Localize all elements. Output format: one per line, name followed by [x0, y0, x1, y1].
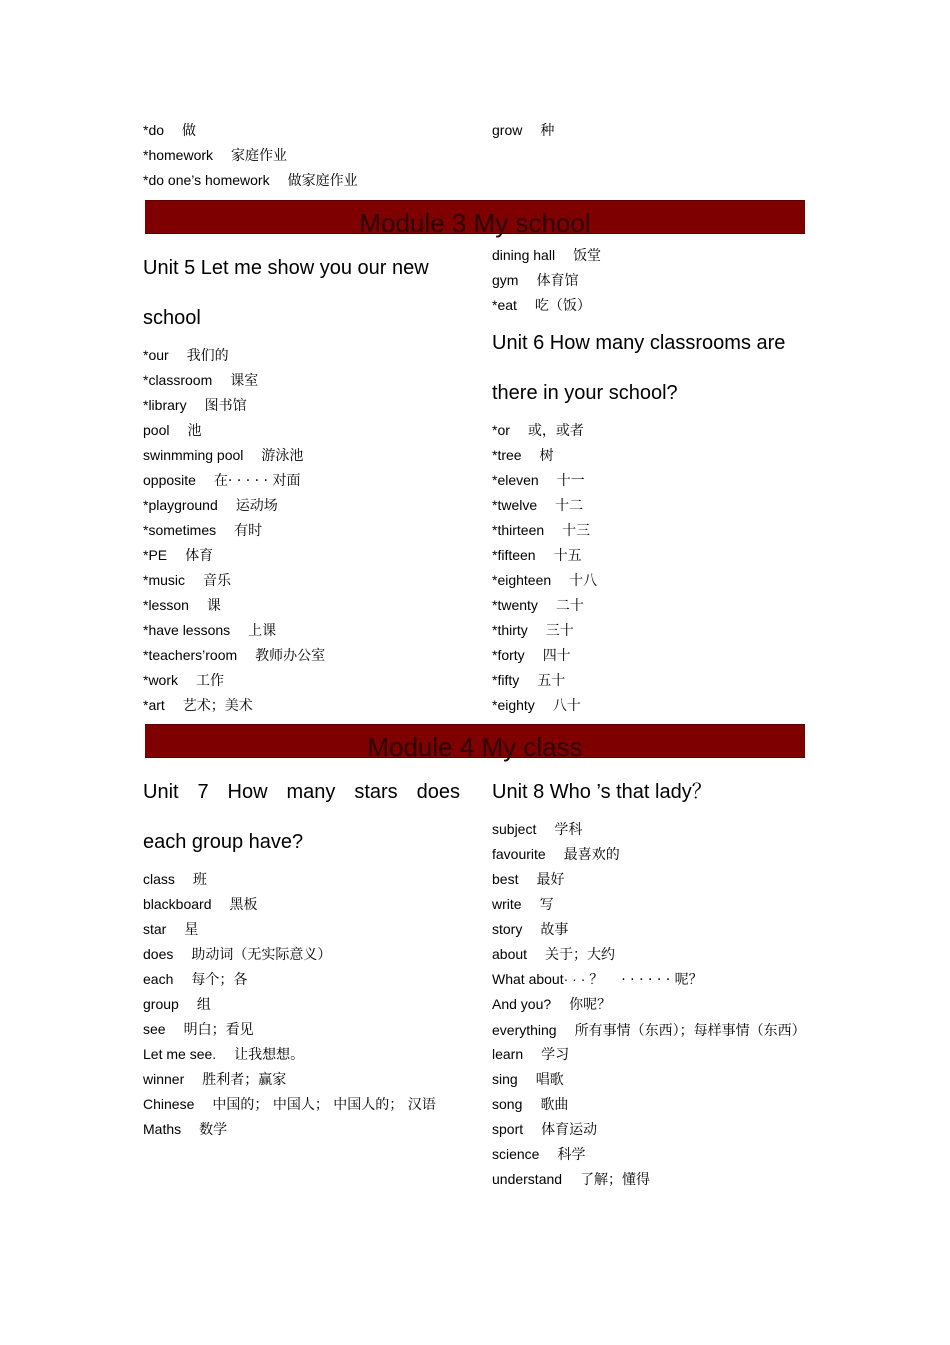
word-english: *fifty [492, 672, 520, 688]
unit-7-title-word: How [227, 781, 268, 803]
unit-5-title-line-1: Unit 5 Let me show you our new [143, 257, 429, 279]
word-english: *eleven [492, 472, 539, 488]
word-chinese: 运动场 [235, 498, 278, 514]
word-row [492, 842, 814, 867]
word-row [143, 867, 465, 892]
word-chinese: 十五 [553, 548, 582, 564]
word-chinese: 工作 [196, 673, 225, 689]
word-english: song [492, 1096, 523, 1112]
word-english: *twelve [492, 497, 538, 513]
word-chinese: 让我想想。 [234, 1047, 305, 1063]
word-english: gym [492, 272, 519, 288]
word-chinese: 或，或者 [527, 423, 584, 439]
word-english: best [492, 871, 519, 887]
word-chinese: 教师办公室 [255, 648, 326, 664]
word-row [492, 568, 814, 593]
word-chinese: 明白；看见 [183, 1022, 254, 1038]
word-chinese: 上课 [248, 623, 277, 639]
word-row [492, 268, 814, 293]
word-chinese: 写 [539, 897, 554, 913]
word-chinese: 八十 [552, 698, 581, 714]
word-chinese: 组 [196, 997, 211, 1013]
word-english: *our [143, 347, 169, 363]
word-english: class [143, 871, 175, 887]
word-row [143, 468, 465, 493]
word-chinese: 在· · · · · 对面 [213, 473, 301, 489]
word-english: *thirty [492, 622, 528, 638]
word-row [492, 618, 814, 643]
word-english: about [492, 946, 528, 962]
word-row [143, 518, 465, 543]
word-row [143, 618, 465, 643]
word-row [492, 493, 814, 518]
word-english: *work [143, 672, 179, 688]
word-chinese: 有时 [234, 523, 263, 539]
word-row [143, 917, 465, 942]
word-chinese: 十二 [555, 498, 584, 514]
word-english: does [143, 946, 174, 962]
word-english: winner [143, 1071, 185, 1087]
word-row [492, 543, 814, 568]
word-english: *PE [143, 547, 168, 563]
word-english: *art [143, 697, 165, 713]
word-row [143, 693, 465, 718]
word-row [143, 543, 465, 568]
word-english: *or [492, 422, 510, 438]
word-english: *thirteen [492, 522, 545, 538]
word-row [143, 368, 465, 393]
word-row [492, 967, 814, 992]
word-row [492, 243, 814, 268]
unit-8-title: Unit 8 Who ’s that lady？ [492, 781, 712, 803]
word-row [492, 1017, 810, 1042]
word-chinese: 四十 [542, 648, 571, 664]
word-chinese: 中国的； 中国人； 中国人的； 汉语 [212, 1097, 436, 1113]
unit-5-title-line-2: school [143, 307, 201, 329]
word-row [492, 1042, 814, 1067]
unit-6-title-line-1: Unit 6 How many classrooms are [492, 332, 786, 354]
word-english: subject [492, 821, 537, 837]
word-english: *classroom [143, 372, 213, 388]
word-row [143, 992, 465, 1017]
word-chinese: 最好 [536, 872, 565, 888]
word-chinese: 学习 [541, 1047, 570, 1063]
word-row [492, 693, 814, 718]
word-chinese: 故事 [540, 922, 569, 938]
word-row [492, 1067, 814, 1092]
word-chinese: 体育 [185, 548, 214, 564]
word-row [143, 1042, 465, 1067]
word-chinese: 我们的 [186, 348, 229, 364]
word-chinese: 你呢？ [569, 997, 612, 1013]
word-chinese: 班 [192, 872, 207, 888]
word-english: write [492, 896, 522, 912]
word-row [143, 892, 465, 917]
word-english: Chinese [143, 1096, 195, 1112]
word-english: *playground [143, 497, 218, 513]
top-right-word-list [492, 118, 814, 143]
unit-7-title-word: many [286, 781, 336, 803]
word-english: *library [143, 397, 187, 413]
word-row [492, 1117, 814, 1142]
word-row [143, 343, 465, 368]
word-row [492, 1142, 814, 1167]
word-row [143, 668, 465, 693]
word-row [492, 668, 814, 693]
word-english: understand [492, 1171, 563, 1187]
word-row [143, 443, 465, 468]
unit-7-title-word: Unit [143, 781, 179, 803]
word-english: *eighteen [492, 572, 552, 588]
word-english: each [143, 971, 174, 987]
word-chinese: 体育馆 [536, 273, 579, 289]
word-row [143, 493, 465, 518]
unit-7-title-line-2: each group have? [143, 831, 304, 853]
word-english: What about· · · ？ [492, 971, 604, 987]
word-row [492, 643, 814, 668]
word-row [143, 393, 465, 418]
word-row [492, 1092, 814, 1117]
word-chinese: 歌曲 [540, 1097, 569, 1113]
word-english: star [143, 921, 167, 937]
word-row [492, 418, 814, 443]
word-chinese: 课 [206, 598, 221, 614]
word-chinese: · · · · · · 呢？ [621, 972, 703, 988]
word-english: *sometimes [143, 522, 217, 538]
word-row [492, 942, 814, 967]
word-row [143, 168, 465, 193]
word-chinese: 唱歌 [535, 1072, 564, 1088]
word-chinese: 最喜欢的 [563, 847, 620, 863]
word-english: learn [492, 1046, 524, 1062]
module-4-title: Module 4 My class [367, 732, 583, 762]
unit-7-title-word: does [416, 781, 460, 803]
word-chinese: 树 [539, 448, 554, 464]
word-english: *music [143, 572, 186, 588]
word-chinese: 二十 [555, 598, 584, 614]
word-row [492, 817, 814, 842]
word-english: *homework [143, 147, 214, 163]
word-english: story [492, 921, 523, 937]
word-row [143, 118, 465, 143]
word-english: dining hall [492, 247, 556, 263]
word-row [492, 992, 814, 1017]
unit-8-section [492, 767, 814, 1192]
word-row [492, 118, 814, 143]
word-english: opposite [143, 472, 196, 488]
word-chinese: 池 [187, 423, 202, 439]
word-chinese: 音乐 [203, 573, 232, 589]
word-english: *fifteen [492, 547, 536, 563]
module-3-title: Module 3 My school [359, 208, 591, 238]
word-chinese: 每个；各 [191, 972, 248, 988]
word-english: everything [492, 1022, 557, 1038]
word-row [143, 593, 465, 618]
word-row [492, 867, 814, 892]
word-chinese: 十一 [556, 473, 585, 489]
word-chinese: 助动词（无实际意义） [191, 947, 332, 963]
word-english: *have lessons [143, 622, 231, 638]
word-row [143, 1092, 465, 1117]
word-chinese: 十八 [569, 573, 598, 589]
word-chinese: 课室 [230, 373, 259, 389]
module-3-banner [145, 200, 805, 238]
word-chinese: 数学 [199, 1122, 228, 1138]
word-english: Maths [143, 1121, 182, 1137]
word-chinese: 三十 [545, 623, 574, 639]
word-english: *eighty [492, 697, 535, 713]
word-row [492, 892, 814, 917]
word-english: *teachers’room [143, 647, 238, 663]
word-row [143, 643, 465, 668]
word-chinese: 艺术；美术 [182, 698, 253, 714]
word-chinese: 五十 [537, 673, 566, 689]
word-chinese: 体育运动 [541, 1122, 598, 1138]
word-chinese: 种 [540, 123, 555, 139]
word-chinese: 做家庭作业 [287, 173, 358, 189]
word-english: favourite [492, 846, 546, 862]
word-english: group [143, 996, 179, 1012]
unit-6-title-line-2: there in your school? [492, 382, 678, 404]
word-english: *forty [492, 647, 525, 663]
word-chinese: 星 [184, 922, 199, 938]
word-english: *do one’s homework [143, 172, 270, 188]
word-english: *lesson [143, 597, 189, 613]
word-english: see [143, 1021, 166, 1037]
word-row [143, 143, 465, 168]
word-chinese: 学科 [554, 822, 583, 838]
unit-7-title-word: 7 [197, 781, 209, 803]
word-row [492, 468, 814, 493]
word-english: science [492, 1146, 540, 1162]
word-english: swinmming pool [143, 447, 244, 463]
word-english: sport [492, 1121, 524, 1137]
unit-6-section [492, 243, 814, 718]
word-chinese: 做 [182, 123, 197, 139]
word-english: And you? [492, 996, 552, 1012]
word-english: blackboard [143, 896, 212, 912]
word-row [143, 1117, 465, 1142]
word-row [143, 1017, 465, 1042]
word-row [143, 1067, 465, 1092]
word-chinese: 所有事情（东西）；每样事情（东西） [574, 1023, 806, 1039]
word-english: Let me see. [143, 1046, 217, 1062]
word-chinese: 科学 [557, 1147, 586, 1163]
word-row [143, 967, 465, 992]
word-english: grow [492, 122, 523, 138]
word-chinese: 了解；懂得 [580, 1172, 651, 1188]
word-row [492, 443, 814, 468]
top-left-word-list [143, 118, 465, 193]
word-chinese: 家庭作业 [231, 148, 288, 164]
word-chinese: 黑板 [229, 897, 258, 913]
word-english: *do [143, 122, 165, 138]
module-4-banner [145, 724, 805, 762]
unit-7-section [143, 767, 465, 1142]
word-row [143, 568, 465, 593]
word-row [492, 1167, 814, 1192]
word-english: pool [143, 422, 170, 438]
word-row [143, 418, 465, 443]
word-english: sing [492, 1071, 518, 1087]
word-chinese: 关于；大约 [545, 947, 616, 963]
unit-5-section [143, 243, 465, 718]
word-row [143, 942, 465, 967]
word-english: *twenty [492, 597, 538, 613]
word-chinese: 十三 [562, 523, 591, 539]
word-chinese: 游泳池 [261, 448, 304, 464]
word-row [492, 593, 814, 618]
unit-7-title-word: stars [354, 781, 398, 803]
unit-7-title-line-1 [143, 767, 460, 817]
word-chinese: 胜利者；赢家 [202, 1072, 287, 1088]
word-row [492, 293, 814, 318]
word-chinese: 图书馆 [204, 398, 247, 414]
word-english: *tree [492, 447, 522, 463]
word-row [492, 518, 814, 543]
word-english: *eat [492, 297, 517, 313]
word-chinese: 饭堂 [573, 248, 602, 264]
word-row [492, 917, 814, 942]
word-chinese: 吃（饭） [534, 298, 591, 314]
